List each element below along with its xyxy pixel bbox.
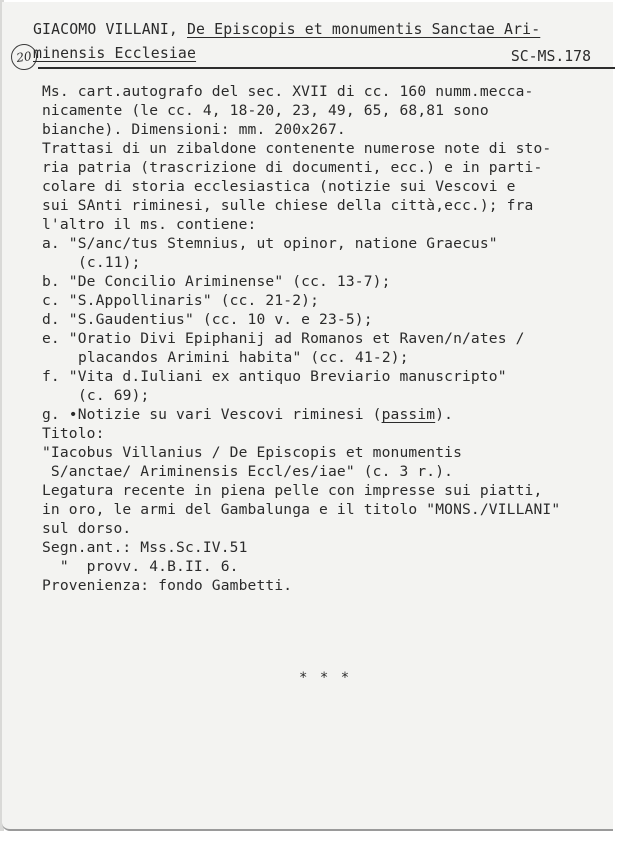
description-line: bianche). Dimensioni: mm. 200x267. (42, 121, 346, 138)
end-mark: * * * (299, 670, 352, 686)
description-line: Ms. cart.autografo del sec. XVII di cc. 160 numm.mecca- (42, 83, 534, 100)
description-line: Trattasi di un zibaldone contenente numerose note di sto- (42, 140, 552, 157)
contents-item-b: b. "De Concilio Ariminense" (cc. 13-7); (42, 273, 391, 290)
catalog-card (2, 2, 613, 831)
title-label: Titolo: (42, 425, 105, 442)
binding-line: in oro, le armi del Gambalunga e il titolo "MONS./VILLANI" (42, 501, 561, 518)
binding-line: Legatura recente in piena pelle con impresse sui piatti, (42, 482, 543, 499)
contents-item-e: e. "Oratio Divi Epiphanij ad Romanos et Raven/n/ates / (42, 330, 525, 347)
contents-item-c: c. "S.Appollinaris" (cc. 21-2); (42, 292, 320, 309)
description-line: ria patria (trascrizione di documenti, ecc.) e in parti- (42, 159, 543, 176)
contents-item-f: f. "Vita d.Iuliani ex antiquo Breviario manuscripto" (42, 368, 507, 385)
old-shelfmark-provv: " provv. 4.B.II. 6. (42, 558, 239, 575)
contents-item-a-cont: (c.11); (78, 254, 141, 271)
contents-item-e-cont: placandos Arimini habita" (cc. 41-2); (78, 349, 409, 366)
description-line: sui SAnti riminesi, sulle chiese della città,ecc.); fra (42, 197, 534, 214)
description-line: nicamente (le cc. 4, 18-20, 23, 49, 65, 68,81 sono (42, 102, 489, 119)
author-name: GIACOMO VILLANI, (33, 21, 178, 38)
contents-item-g (42, 405, 453, 424)
contents-item-a: a. "S/anc/tus Stemnius, ut opinor, natione Graecus" (42, 235, 498, 252)
card-number-stamp: 20 (9, 42, 38, 71)
contents-item-d: d. "S.Gaudentius" (cc. 10 v. e 23-5); (42, 311, 373, 328)
binding-line: sul dorso. (42, 520, 132, 537)
description-line: colare di storia ecclesiastica (notizie sui Vescovi e (42, 178, 516, 195)
contents-item-f-cont: (c. 69); (78, 387, 150, 404)
contents-item-g-passim: passim (381, 406, 436, 423)
header-rule (38, 67, 615, 69)
description-line: l'altro il ms. contiene: (42, 216, 257, 233)
title-line-2: S/anctae/ Ariminensis Eccl/es/iae" (c. 3 r.). (42, 463, 454, 480)
provenance: Provenienza: fondo Gambetti. (42, 577, 293, 594)
header-title-line-1 (33, 20, 540, 39)
old-shelfmark: Segn.ant.: Mss.Sc.IV.51 (42, 539, 248, 556)
shelfmark: SC-MS.178 (510, 48, 591, 65)
title-line-1: "Iacobus Villanius / De Episcopis et monumentis (42, 444, 463, 461)
contents-item-g-end: ). (435, 406, 454, 423)
work-title-part-2: minensis Ecclesiae (33, 45, 197, 62)
work-title-part-1: De Episcopis et monumentis Sanctae Ari- (187, 21, 541, 38)
contents-item-g-text: g. •Notizie su vari Vescovi riminesi ( (42, 406, 382, 423)
